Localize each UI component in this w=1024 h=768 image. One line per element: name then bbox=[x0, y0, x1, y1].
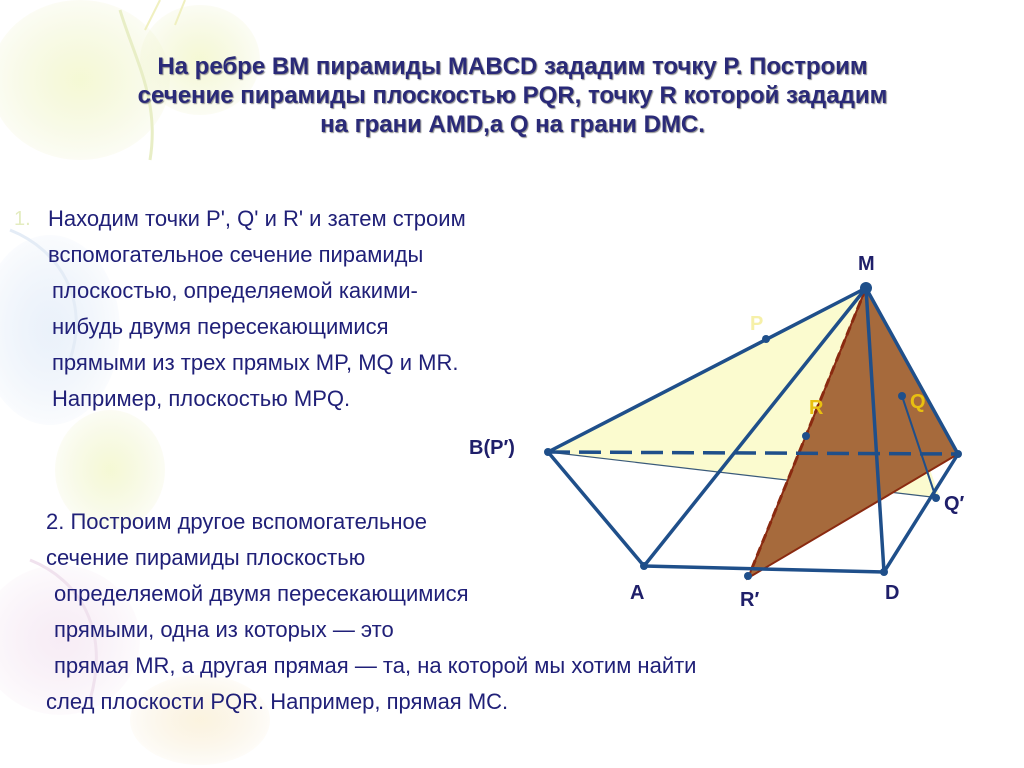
label-m: M bbox=[858, 253, 875, 275]
step2-line-5: прямая MR, а другая прямая — та, на которой мы хотим найти bbox=[54, 653, 697, 678]
point-qprime bbox=[932, 494, 940, 502]
step1-line-4: нибудь двумя пересекающимися bbox=[52, 314, 389, 339]
label-p: P bbox=[750, 313, 764, 335]
title-line-3: на грани AMD,а Q на грани DMC. bbox=[320, 111, 705, 138]
point-r bbox=[802, 432, 810, 440]
step2-line-6: след плоскости PQR. Например, прямая MC. bbox=[46, 689, 509, 714]
point-a bbox=[640, 562, 648, 570]
point-q bbox=[898, 392, 906, 400]
step2-line-3: определяемой двумя пересекающимися bbox=[54, 581, 469, 606]
label-a: A bbox=[630, 582, 645, 604]
label-r: R bbox=[809, 397, 824, 419]
step2-line-2: сечение пирамиды плоскостью bbox=[46, 545, 366, 570]
step1-line-5: прямыми из трех прямых MP, MQ и MR. bbox=[52, 350, 459, 375]
point-p bbox=[762, 335, 770, 343]
label-d: D bbox=[885, 582, 900, 604]
step2-line-4: прямыми, одна из которых — это bbox=[54, 617, 394, 642]
point-m bbox=[860, 282, 872, 294]
point-c bbox=[954, 450, 962, 458]
label-q: Q bbox=[910, 391, 926, 413]
edge-b-a bbox=[548, 452, 644, 566]
label-b-pprime: B(P′) bbox=[469, 437, 515, 459]
point-b bbox=[544, 448, 552, 456]
point-rprime bbox=[744, 572, 752, 580]
step1-line-1: Находим точки P', Q' и R' и затем строим bbox=[48, 206, 466, 231]
label-rprime: R′ bbox=[740, 589, 760, 611]
step1-ghost-number: 1. bbox=[14, 208, 31, 230]
step1-line-6: Например, плоскостью MPQ. bbox=[52, 386, 351, 411]
step1-line-2: вспомогательное сечение пирамиды bbox=[48, 242, 424, 267]
step2-line-1: 2. Построим другое вспомогательное bbox=[46, 509, 428, 534]
label-qprime: Q′ bbox=[944, 493, 965, 515]
title-line-2: сечение пирамиды плоскостью PQR, точку R которой зададим bbox=[137, 82, 888, 109]
title-line-1: На ребре BM пирамиды MABCD зададим точку Р. Построим bbox=[157, 53, 868, 80]
step1-line-3: плоскостью, определяемой какими- bbox=[52, 278, 418, 303]
point-d bbox=[880, 568, 888, 576]
